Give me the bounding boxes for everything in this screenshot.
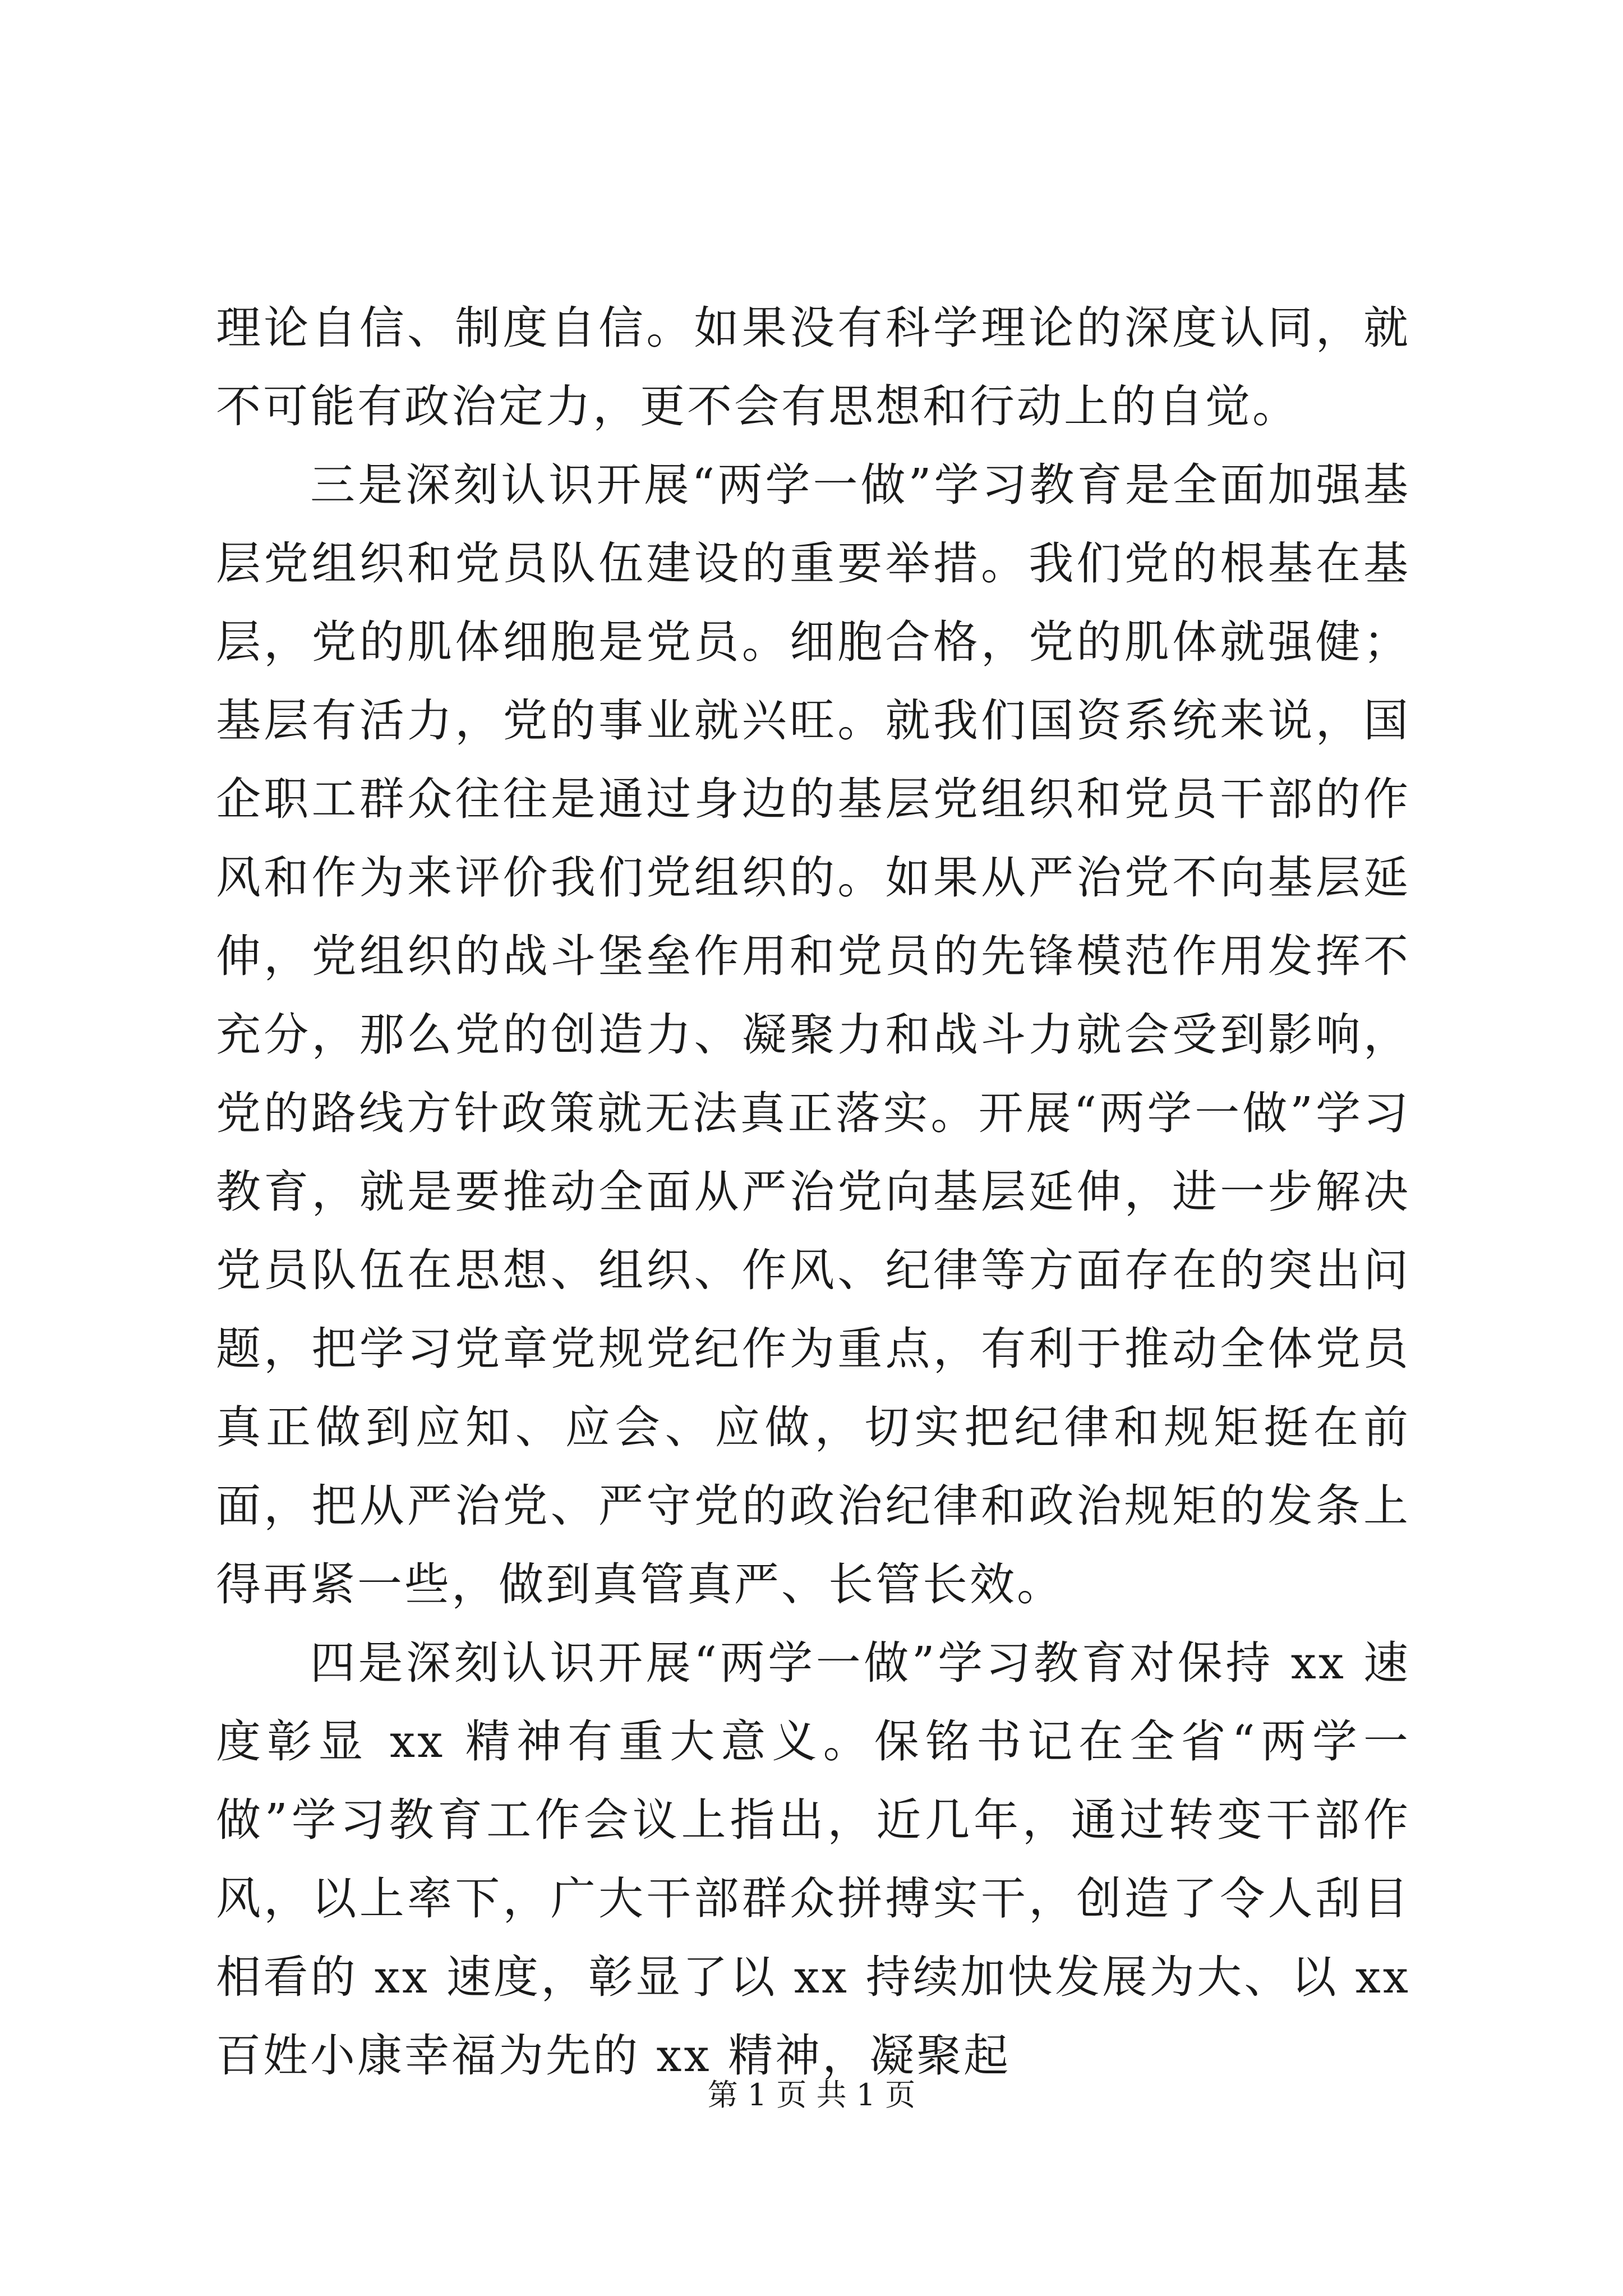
page-footer: 第 1 页 共 1 页 — [707, 2077, 916, 2113]
paragraph-2: 三是深刻认识开展“两学一做”学习教育是全面加强基层党组织和党员队伍建设的重要举措。我们党的根基在基层，党的肌体细胞是党员。细胞合格，党的肌体就强健；基层有活力，党的事业就兴旺。就我们国资系统来说，国企职工群众往往是通过身边的基层党组织和党员干部的作风和作为来评价我们党组织的。如果从严治党不向基层延伸，党组织的战斗堡垒作用和党员的先锋模范作用发挥不充分，那么党的创造力、凝聚力和战斗力就会受到影响，党的路线方针政策就无法真正落实。开展“两学一做”学习教育，就是要推动全面从严治党向基层延伸，进一步解决党员队伍在思想、组织、作风、纪律等方面存在的突出问题，把学习党章党规党纪作为重点，有利于推动全体党员真正做到应知、应会、应做，切实把纪律和规矩挺在前面，把从严治党、严守党的政治纪律和政治规矩的发条上得再紧一些，做到真管真严、长管长效。 — [216, 459, 1410, 1611]
document-body — [216, 289, 1410, 2095]
paragraph-3: 四是深刻认识开展“两学一做”学习教育对保持 xx 速度彰显 xx 精神有重大意义。保铭书记在全省“两学一做”学习教育工作会议上指出，近几年，通过转变干部作风，以上率下，广大干部群众拼搏实干，创造了令人刮目相看的 xx 速度，彰显了以 xx 持续加快发展为大、以 xx 百姓小康幸福为先的 xx 精神，凝聚起 — [216, 1637, 1410, 2082]
paragraph-1: 理论自信、制度自信。如果没有科学理论的深度认同，就不可能有政治定力，更不会有思想和行动上的自觉。 — [216, 302, 1410, 432]
